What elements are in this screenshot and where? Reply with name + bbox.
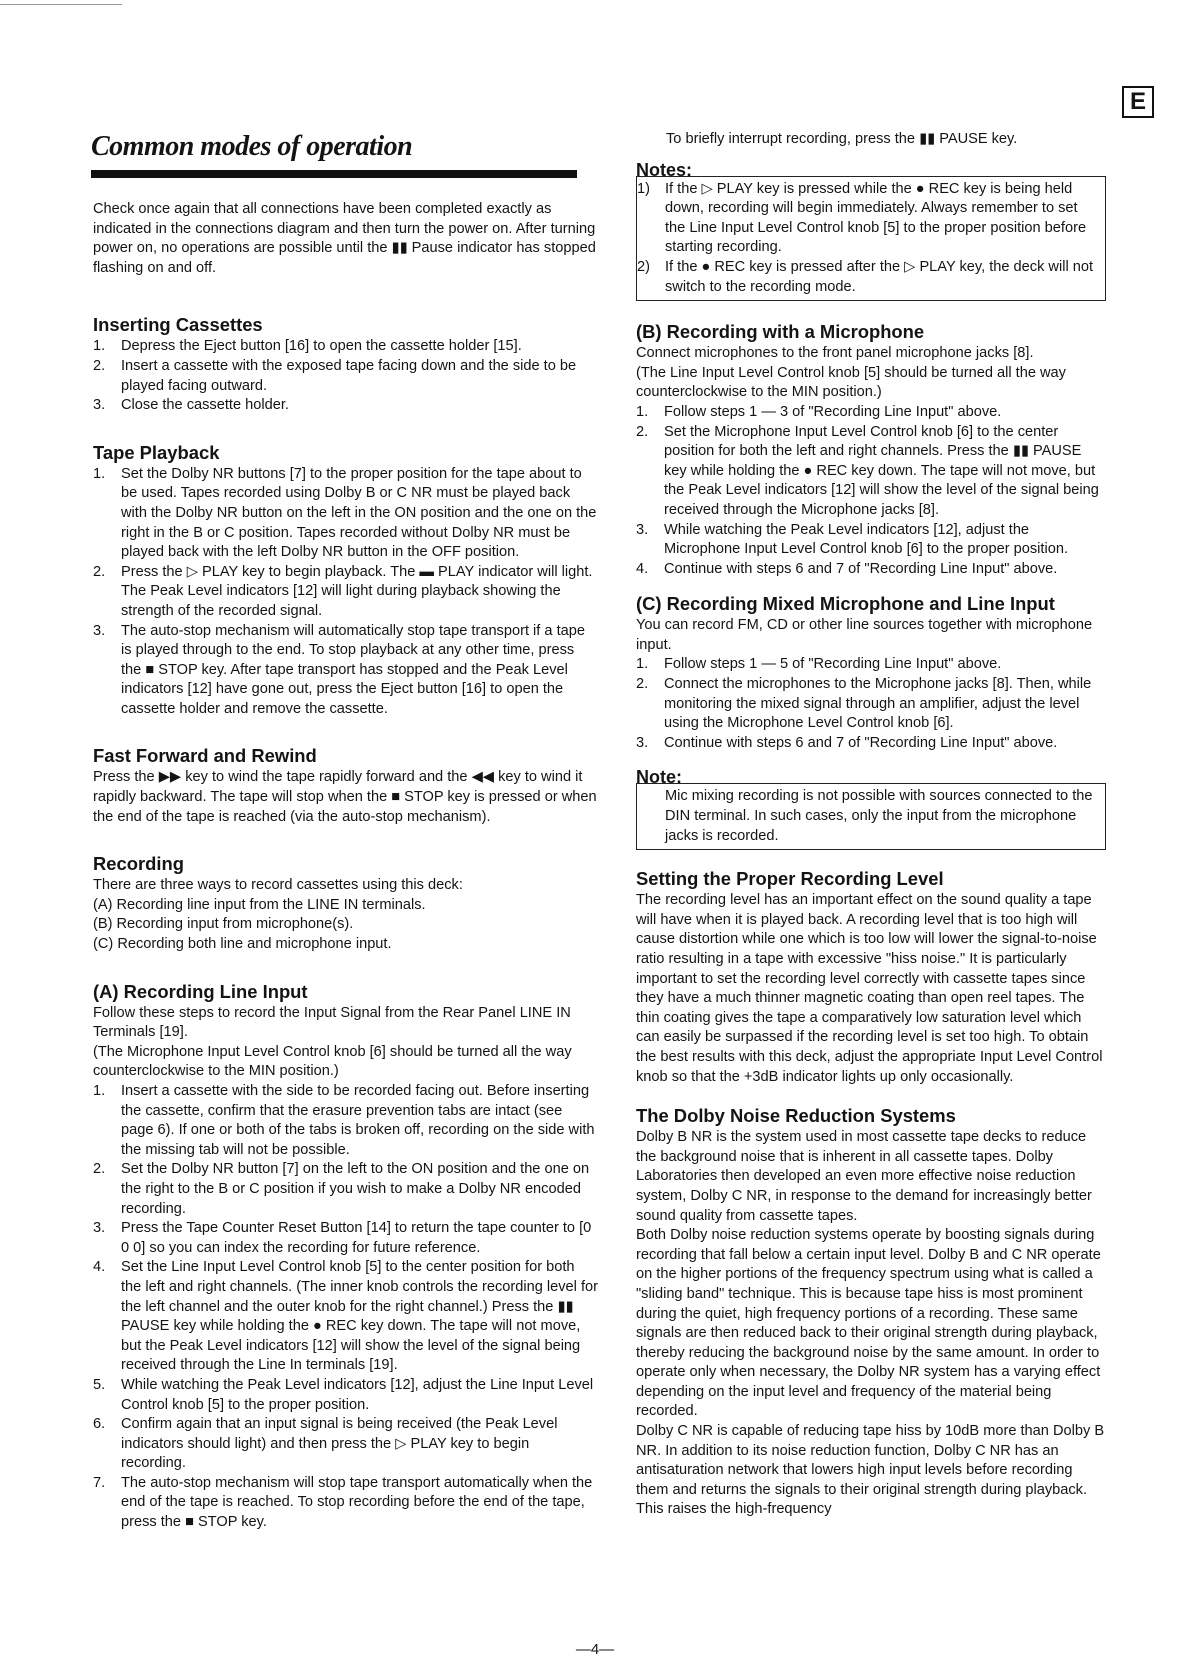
line-input-note: (The Microphone Input Level Control knob [6] should be turned all the way counterclockwise to the MIN position.) <box>93 1043 572 1080</box>
mixed-intro: You can record FM, CD or other line sources together with microphone input. <box>636 617 1093 653</box>
pause-instruction: To briefly interrupt recording, press the ▮▮ PAUSE key. <box>666 131 1018 147</box>
line-input-intro: Follow these steps to record the Input Signal from the Rear Panel LINE IN Terminals [19]. <box>93 1004 571 1041</box>
mixed-heading: (C) Recording Mixed Microphone and Line Input <box>636 593 1055 615</box>
list-item: 1. Insert a cassette with the side to be recorded facing out. Before inserting the cassette, confirm that the erasure prevention tabs are intact (see page 6). If one or both of the tabs is broken off, recording on the side with the missing tab will not be possible. <box>93 1083 595 1158</box>
list-item: 1. Follow steps 1 — 5 of "Recording Line Input" above. <box>636 656 1002 673</box>
note-text: Mic mixing recording is not possible with sources connected to the DIN terminal. In such cases, only the input from the microphone jacks is recorded. <box>665 788 1093 844</box>
language-badge: E <box>1122 86 1154 118</box>
left-column <box>93 130 598 1533</box>
list-item: 3. While watching the Peak Level indicators [12], adjust the Microphone Input Level Control knob [6] to the proper position. <box>636 521 1069 558</box>
list-item: 3. Continue with steps 6 and 7 of "Recording Line Input" above. <box>636 734 1058 751</box>
mic-heading: (B) Recording with a Microphone <box>636 321 925 343</box>
intro-paragraph: Check once again that all connections have been completed exactly as indicated in the connections diagram and then turn the power on. After turning power on, no operations are possible until the ▮▮ Pause indicator has stopped flashing on and off. <box>93 201 596 276</box>
playback-steps <box>93 465 598 720</box>
right-column <box>636 130 1106 1520</box>
inserting-heading: Inserting Cassettes <box>93 314 263 336</box>
inserting-steps <box>93 337 598 415</box>
mic-note: (The Line Input Level Control knob [5] should be turned all the way counterclockwise to the MIN position.) <box>636 364 1066 401</box>
page-number: —4— <box>575 1641 615 1658</box>
playback-heading: Tape Playback <box>93 441 220 463</box>
line-input-heading: (A) Recording Line Input <box>93 980 308 1002</box>
list-item: (B) Recording input from microphone(s). <box>93 916 354 933</box>
dolby-paragraph: Both Dolby noise reduction systems operate by boosting signals during recording that fall below a certain input level. Dolby B and C NR operate on the higher portions of the frequency spectrum using what is called a "sliding band" technique. This is because tape hiss is most prominent during the quiet, high frequency portions of a recording. These same signals are then reduced back to their original strength during playback, thereby reducing the background noise by the same amount. In order to operate only when necessary, the Dolby NR system has a varying effect depending on the input level and frequency of the material being recorded. <box>636 1227 1101 1420</box>
mixed-steps <box>636 655 1106 753</box>
note-box <box>636 783 1106 850</box>
list-item: 3. Press the Tape Counter Reset Button [14] to return the tape counter to [0 0 0] so you can index the recording for future reference. <box>93 1220 592 1256</box>
mic-intro: Connect microphones to the front panel microphone jacks [8]. <box>636 345 1034 362</box>
title-rule <box>91 170 577 178</box>
recording-intro: There are three ways to record cassettes using this deck: <box>93 877 463 894</box>
list-item: 4. Continue with steps 6 and 7 of "Recording Line Input" above. <box>636 560 1058 577</box>
recording-heading: Recording <box>93 853 184 875</box>
dolby-paragraph: Dolby C NR is capable of reducing tape hiss by 10dB more than Dolby B NR. In addition to its noise reduction function, Dolby C NR has an antisaturation network that lowers high input levels before recording them and returns the signals to their original strength during playback. This raises the high-frequency <box>636 1423 1105 1518</box>
list-item: 2. Insert a cassette with the exposed tape facing down and the side to be played facing outward. <box>93 357 577 394</box>
level-body: The recording level has an important effect on the sound quality a tape will have when it is played back. A recording level that is too high will cause distortion while one which is too low will lower the signal-to-noise ratio resulting in a tape with excessive "hiss noise." It is particularly important to set the recording level correctly with cassette tapes since they have a much thinner magnetic coating than open reel tapes. The thin coating gives the tape a comparatively low saturation level which can easily be surpassed if the recording level is set too high. To obtain the best results with this deck, adjust the appropriate Input Level Control knob so that the +3dB indicator lights up only occasionally. <box>636 892 1103 1085</box>
notes-box <box>636 176 1106 302</box>
line-input-steps <box>93 1082 598 1533</box>
ffrew-heading: Fast Forward and Rewind <box>93 745 317 767</box>
list-item: 1. Set the Dolby NR buttons [7] to the proper position for the tape about to be used. Tapes recorded using Dolby B or C NR must be played back with the Dolby NR button on the left in the ON position and the one on the right in the B or C position. Tapes recorded without Dolby NR must be played back with the left Dolby NR button in the OFF position. <box>93 465 597 561</box>
note-label: Note: <box>636 767 682 788</box>
list-item: 2. Press the ▷ PLAY key to begin playback. The ▬ PLAY indicator will light. The Peak Level indicators [12] will light during playback showing the strength of the recorded signal. <box>93 563 593 619</box>
page-title: Common modes of operation <box>91 131 413 162</box>
list-item: 6. Confirm again that an input signal is being received (the Peak Level indicators should light) and then press the ▷ PLAY key to begin recording. <box>93 1416 558 1472</box>
list-item: (A) Recording line input from the LINE IN terminals. <box>93 896 426 913</box>
list-item: (C) Recording both line and microphone input. <box>93 936 392 953</box>
scan-edge-line <box>0 4 122 5</box>
list-item: 2. Connect the microphones to the Microphone jacks [8]. Then, while monitoring the mixed signal through an amplifier, adjust the level using the Microphone Level Control knob [6]. <box>636 676 1092 732</box>
recording-ways <box>93 896 598 955</box>
list-item: 1) If the ▷ PLAY key is pressed while the ● REC key is being held down, recording will begin immediately. Always remember to set the Line Input Level Control knob [5] to the proper position before starting recording. <box>637 180 1087 256</box>
dolby-paragraph: Dolby B NR is the system used in most cassette tape decks to reduce the background noise that is inherent in all cassette tapes. Dolby Laboratories then developed an even more effective noise reduction system, Dolby C NR, in response to the demand for increasingly better sound quality from cassette tapes. <box>636 1129 1092 1224</box>
list-item: 2. Set the Microphone Input Level Control knob [6] to the center position for both the left and right channels. Press the ▮▮ PAUSE key while holding the ● REC key down. The tape will not move, but the Peak Level indicators [12] will show the level of the signal being received through the Microphone jacks [8]. <box>636 423 1099 518</box>
list-item: 7. The auto-stop mechanism will stop tape transport automatically when the end of the tape is reached. To stop recording before the end of the tape, press the ■ STOP key. <box>93 1474 593 1531</box>
mic-steps <box>636 403 1106 579</box>
list-item: 2. Set the Dolby NR button [7] on the left to the ON position and the one on the right to the B or C position if you wish to make a Dolby NR encoded recording. <box>93 1161 590 1217</box>
list-item: 3. Close the cassette holder. <box>93 397 289 414</box>
level-heading: Setting the Proper Recording Level <box>636 868 944 890</box>
notes-label: Notes: <box>636 159 693 180</box>
list-item: 3. The auto-stop mechanism will automatically stop tape transport if a tape is played through to the end. To stop playback at any other time, press the ■ STOP key. After tape transport has stopped and the Peak Level indicators [12] have gone out, press the Eject button [16] to open the cassette holder and remove the cassette. <box>93 622 585 717</box>
dolby-heading: The Dolby Noise Reduction Systems <box>636 1105 956 1127</box>
ffrew-body: Press the ▶▶ key to wind the tape rapidly forward and the ◀◀ key to wind it rapidly backward. The tape will stop when the ■ STOP key is pressed or when the end of the tape is reached (via the auto-stop mechanism). <box>93 769 597 825</box>
list-item: 5. While watching the Peak Level indicators [12], adjust the Line Input Level Control knob [5] to the proper position. <box>93 1376 594 1413</box>
list-item: 1. Follow steps 1 — 3 of "Recording Line Input" above. <box>636 403 1002 420</box>
list-item: 4. Set the Line Input Level Control knob [5] to the center position for both the left and right channels. (The inner knob controls the recording level for the left channel and the outer knob for the right channel.) Press the ▮▮ PAUSE key while holding the ● REC key down. The tape will not move, but the Peak Level indicators [12] will show the level of the signal being received through the Line In terminals [19]. <box>93 1259 598 1374</box>
list-item: 2) If the ● REC key is pressed after the ▷ PLAY key, the deck will not switch to the recording mode. <box>637 258 1094 295</box>
list-item: 1. Depress the Eject button [16] to open the cassette holder [15]. <box>93 338 522 355</box>
